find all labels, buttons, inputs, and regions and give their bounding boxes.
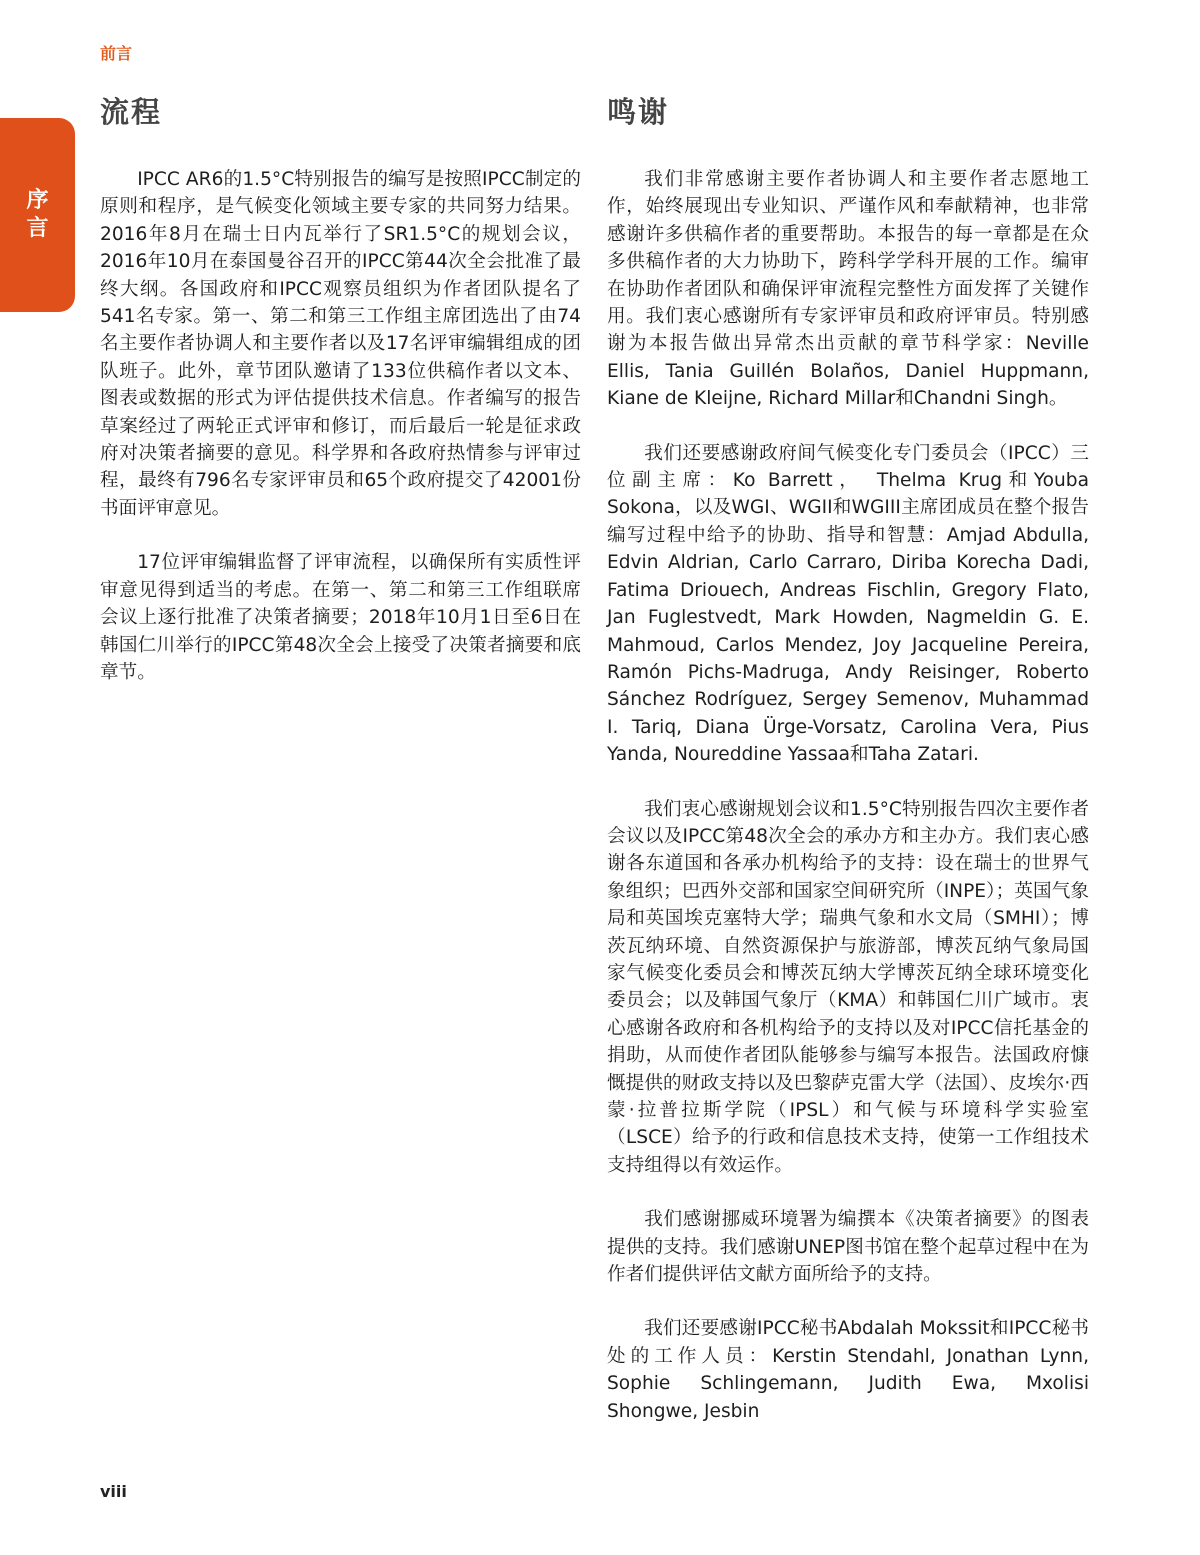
running-title: 前言 [100,44,133,63]
paragraph: 我们还要感谢政府间气候变化专门委员会（IPCC）三位副主席：Ko Barrett， Thelma Krug和Youba Sokona，以及WGI、WGII和WGIII主席团成员在整个报告编写过程中给予的协助、指导和智慧：Amjad Abdulla, Edvin Aldrian, Carlo Carraro, Diriba Korecha Dadi, Fatima Driouech, Andreas Fischlin, Gregory Flato, Jan Fuglestvedt, Mark Howden, Nagmeldin G. E. Mahmoud, Carlos Mendez, Joy Jacqueline Pereira, Ramón Pichs-Madruga, Andy Reisinger, Roberto Sánchez Rodríguez, Sergey Semenov, Muhammad I. Tariq, Diana Ürge-Vorsatz, Carolina Vera, Pius Yanda, Noureddine Yassaa和Taha Zatari. [607,442,1089,766]
heading-acknowledgements: 鸣谢 [607,95,670,129]
left-column [100,92,581,713]
section-tab [0,118,75,312]
paragraph: IPCC AR6的1.5°C特别报告的编写是按照IPCC制定的原则和程序，是气候变化领域主要专家的共同努力结果。2016年8月在瑞士日内瓦举行了SR1.5°C的规划会议，2016年10月在泰国曼谷召开的IPCC第44次全会批准了最终大纲。各国政府和IPCC观察员组织为作者团队提名了541名专家。第一、第二和第三工作组主席团选出了由74名主要作者协调人和主要作者以及17名评审编辑组成的团队班子。此外，章节团队邀请了133位供稿作者以文本、图表或数据的形式为评估提供技术信息。作者编写的报告草案经过了两轮正式评审和修订，而后最后一轮是征求政府对决策者摘要的意见。科学界和各政府热情参与评审过程，最终有796名专家评审员和65个政府提交了42001份书面评审意见。 [100,169,581,519]
section-tab-label: 序言 [26,188,49,241]
right-column [607,92,1089,1452]
paragraph: 我们还要感谢IPCC秘书Abdalah Mokssit和IPCC秘书处的工作人员：Kerstin Stendahl, Jonathan Lynn, Sophie Schlingemann, Judith Ewa, Mxolisi Shongwe, Jesbin [607,1318,1089,1422]
paragraph: 我们感谢挪威环境署为编撰本《决策者摘要》的图表提供的支持。我们感谢UNEP图书馆在整个起草过程中在为作者们提供评估文献方面所给予的支持。 [607,1209,1089,1286]
paragraph: 我们非常感谢主要作者协调人和主要作者志愿地工作，始终展现出专业知识、严谨作风和奉献精神，也非常感谢许多供稿作者的重要帮助。本报告的每一章都是在众多供稿作者的大力协助下，跨科学学科开展的工作。编审在协助作者团队和确保评审流程完整性方面发挥了关键作用。我们衷心感谢所有专家评审员和政府评审员。特别感谢为本报告做出异常杰出贡献的章节科学家：Neville Ellis, Tania Guillén Bolaños, Daniel Huppmann, Kiane de Kleijne, Richard Millar和Chandni Singh。 [607,169,1089,410]
heading-process: 流程 [100,95,163,129]
page-number: viii [100,1482,127,1501]
paragraph: 我们衷心感谢规划会议和1.5°C特别报告四次主要作者会议以及IPCC第48次全会的承办方和主办方。我们衷心感谢各东道国和各承办机构给予的支持：设在瑞士的世界气象组织；巴西外交部和国家空间研究所（INPE）；英国气象局和英国埃克塞特大学；瑞典气象和水文局（SMHI）；博茨瓦纳环境、自然资源保护与旅游部，博茨瓦纳气象局国家气候变化委员会和博茨瓦纳大学博茨瓦纳全球环境变化委员会；以及韩国气象厅（KMA）和韩国仁川广域市。衷心感谢各政府和各机构给予的支持以及对IPCC信托基金的捐助，从而使作者团队能够参与编写本报告。法国政府慷慨提供的财政支持以及巴黎萨克雷大学（法国）、皮埃尔·西蒙·拉普拉斯学院（IPSL）和气候与环境科学实验室（LSCE）给予的行政和信息技术支持，使第一工作组技术支持组得以有效运作。 [607,798,1089,1176]
paragraph: 17位评审编辑监督了评审流程，以确保所有实质性评审意见得到适当的考虑。在第一、第二和第三工作组联席会议上逐行批准了决策者摘要；2018年10月1日至6日在韩国仁川举行的IPCC第48次全会上接受了决策者摘要和底章节。 [100,552,581,683]
